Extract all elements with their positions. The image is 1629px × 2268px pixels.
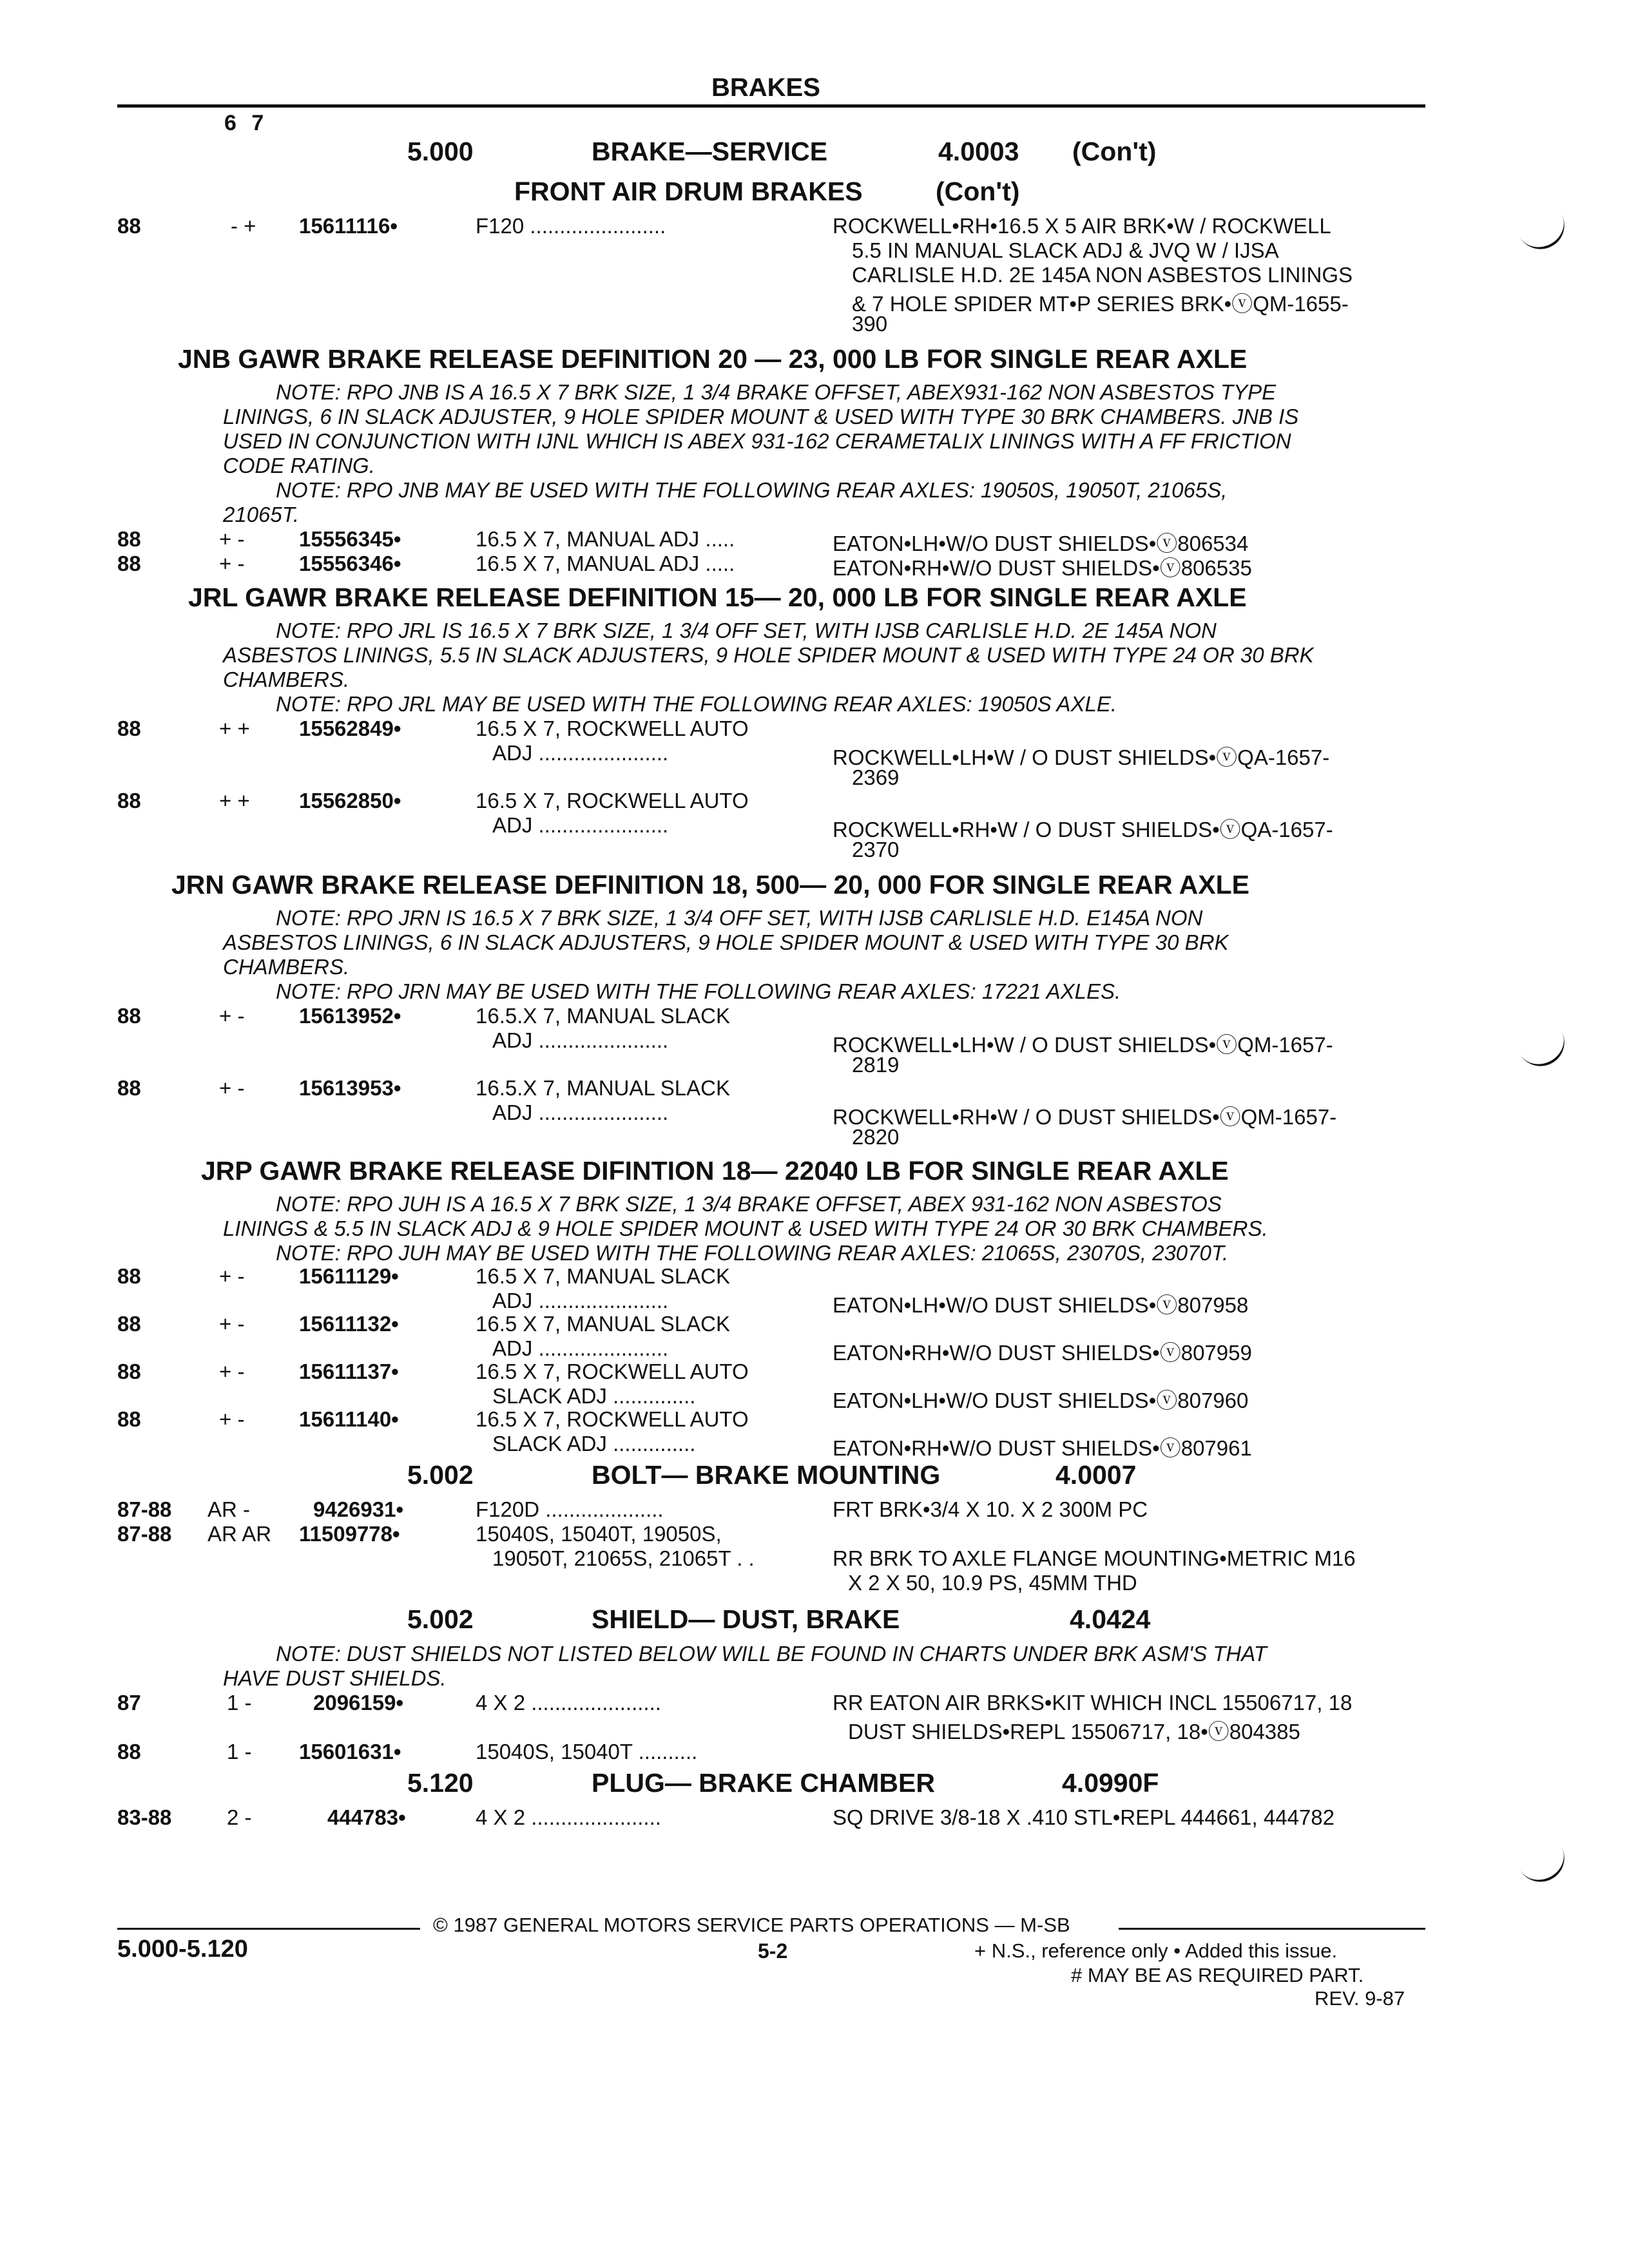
row-detail: SQ DRIVE 3/8-18 X .410 STL•REPL 444661, 444782 [833, 1805, 1335, 1829]
row-desc: 16.5 X 7, MANUAL ADJ ..... [476, 527, 735, 551]
note-line: CHAMBERS. [223, 955, 350, 979]
row-year: 88 [117, 1407, 141, 1431]
row-desc: 16.5 X 7, MANUAL SLACK [476, 1312, 730, 1336]
row-desc: F120 ....................... [476, 214, 666, 238]
row-detail: DUST SHIELDS•REPL 15506717, 18•ⓥ804385 [848, 1720, 1300, 1744]
row-desc: 16.5 X 7, MANUAL SLACK [476, 1264, 730, 1288]
section-number: 5.000 [407, 137, 474, 166]
row-desc: ADJ ...................... [492, 1028, 669, 1052]
row-qty: + - [219, 552, 245, 575]
row-qty: + - [219, 1004, 245, 1028]
section-code: 4.0990F [1062, 1768, 1159, 1798]
note-line: NOTE: RPO JRN MAY BE USED WITH THE FOLLOWING REAR AXLES: 17221 AXLES. [276, 979, 1121, 1003]
row-qty: + - [219, 527, 245, 551]
row-part: 15613953• [299, 1076, 401, 1100]
row-qty: 1 - [227, 1691, 252, 1715]
subsection-cont: (Con't) [936, 177, 1020, 206]
row-detail: ROCKWELL•LH•W / O DUST SHIELDS•ⓥQA-1657- [833, 745, 1330, 769]
row-part: 15556345• [299, 527, 401, 551]
row-detail: 2819 [852, 1053, 900, 1077]
definition-title: JRN GAWR BRAKE RELEASE DEFINITION 18, 500— 20, 000 FOR SINGLE REAR AXLE [171, 870, 1249, 899]
row-qty: - + [231, 214, 256, 238]
note-line: NOTE: RPO JRL MAY BE USED WITH THE FOLLOWING REAR AXLES: 19050S AXLE. [276, 692, 1117, 716]
footer-rule-right [1119, 1928, 1425, 1930]
margin-mark [1511, 198, 1572, 257]
row-desc: SLACK ADJ .............. [492, 1384, 696, 1408]
header-rule [117, 104, 1425, 108]
row-detail: 2370 [852, 838, 900, 861]
row-part: 15611132• [299, 1312, 399, 1336]
note-line: NOTE: RPO JUH MAY BE USED WITH THE FOLLOWING REAR AXLES: 21065S, 23070S, 23070T. [276, 1241, 1229, 1265]
note-line: NOTE: DUST SHIELDS NOT LISTED BELOW WILL BE FOUND IN CHARTS UNDER BRK ASM'S THAT [276, 1642, 1267, 1666]
row-year: 88 [117, 214, 141, 238]
row-detail: RR EATON AIR BRKS•KIT WHICH INCL 15506717, 18 [833, 1691, 1353, 1715]
row-detail: ROCKWELL•RH•W / O DUST SHIELDS•ⓥQM-1657- [833, 1105, 1337, 1129]
row-detail: ROCKWELL•LH•W / O DUST SHIELDS•ⓥQM-1657- [833, 1033, 1333, 1057]
section-cont: (Con't) [1072, 137, 1157, 166]
row-desc: 16.5 X 7, ROCKWELL AUTO [476, 789, 749, 812]
row-part: 444783• [327, 1805, 406, 1829]
section-code: 4.0424 [1070, 1604, 1151, 1634]
row-year: 88 [117, 1004, 141, 1028]
row-detail: 390 [852, 312, 888, 336]
margin-mark [1511, 1015, 1572, 1074]
row-part: 15562850• [299, 789, 401, 812]
row-year: 87-88 [117, 1497, 172, 1521]
row-qty: 2 - [227, 1805, 252, 1829]
row-desc: 16.5 X 7, ROCKWELL AUTO [476, 1360, 749, 1383]
row-desc: ADJ ...................... [492, 741, 669, 765]
note-line: 21065T. [223, 503, 300, 526]
row-part: 15562849• [299, 716, 401, 740]
row-year: 88 [117, 552, 141, 575]
note-line: NOTE: RPO JRL IS 16.5 X 7 BRK SIZE, 1 3/4 OFF SET, WITH IJSB CARLISLE H.D. 2E 145A NON [276, 619, 1217, 642]
row-detail: 2820 [852, 1125, 900, 1149]
row-part: 9426931• [313, 1497, 404, 1521]
row-detail: EATON•LH•W/O DUST SHIELDS•ⓥ807960 [833, 1389, 1249, 1412]
row-desc: ADJ ...................... [492, 813, 669, 837]
row-detail: X 2 X 50, 10.9 PS, 45MM THD [848, 1571, 1137, 1595]
note-line: ASBESTOS LININGS, 6 IN SLACK ADJUSTERS, 9 HOLE SPIDER MOUNT & USED WITH TYPE 30 BRK [223, 930, 1229, 954]
row-detail: CARLISLE H.D. 2E 145A NON ASBESTOS LININGS [852, 263, 1353, 287]
row-part: 15613952• [299, 1004, 401, 1028]
note-line: NOTE: RPO JNB MAY BE USED WITH THE FOLLOWING REAR AXLES: 19050S, 19050T, 21065S, [276, 478, 1228, 502]
section-number: 5.002 [407, 1604, 474, 1634]
row-detail: ROCKWELL•RH•16.5 X 5 AIR BRK•W / ROCKWELL [833, 214, 1331, 238]
definition-title: JRL GAWR BRAKE RELEASE DEFINITION 15— 20, 000 LB FOR SINGLE REAR AXLE [188, 582, 1247, 612]
row-qty: + + [219, 789, 250, 812]
footer-section-range: 5.000-5.120 [117, 1936, 248, 1963]
row-desc: F120D .................... [476, 1497, 664, 1521]
column-numbers: 6 7 [224, 111, 264, 135]
row-part: 15556346• [299, 552, 401, 575]
note-line: HAVE DUST SHIELDS. [223, 1666, 447, 1690]
footer-page-number: 5-2 [758, 1939, 788, 1963]
row-part: 15601631• [299, 1740, 401, 1763]
margin-mark [1511, 1831, 1572, 1890]
footer-copyright: © 1987 GENERAL MOTORS SERVICE PARTS OPERATIONS — M-SB [433, 1914, 1070, 1936]
row-qty: + - [219, 1312, 245, 1336]
row-part: 11509778• [299, 1522, 400, 1546]
definition-title: JRP GAWR BRAKE RELEASE DIFINTION 18— 22040 LB FOR SINGLE REAR AXLE [201, 1156, 1229, 1186]
note-line: NOTE: RPO JUH IS A 16.5 X 7 BRK SIZE, 1 3/4 BRAKE OFFSET, ABEX 931-162 NON ASBESTOS [276, 1192, 1222, 1216]
section-code: 4.0007 [1055, 1460, 1137, 1490]
footer-legend: + N.S., reference only • Added this issue. [974, 1939, 1338, 1962]
row-qty: AR AR [207, 1522, 272, 1546]
row-part: 2096159• [313, 1691, 404, 1715]
row-desc: 19050T, 21065S, 21065T . . [492, 1546, 755, 1570]
row-part: 15611129• [299, 1264, 399, 1288]
row-year: 88 [117, 1264, 141, 1288]
row-detail: EATON•RH•W/O DUST SHIELDS•ⓥ807961 [833, 1436, 1252, 1460]
footer-rule-left [117, 1928, 420, 1930]
row-detail: FRT BRK•3/4 X 10. X 2 300M PC [833, 1497, 1148, 1521]
row-desc: 4 X 2 ...................... [476, 1691, 661, 1715]
section-name: BRAKE—SERVICE [592, 137, 828, 166]
row-desc: 15040S, 15040T .......... [476, 1740, 698, 1763]
section-name: SHIELD— DUST, BRAKE [592, 1604, 900, 1634]
footer-revision: REV. 9-87 [1315, 1987, 1405, 2010]
row-year: 83-88 [117, 1805, 172, 1829]
row-part: 15611116• [299, 214, 398, 238]
row-desc: 16.5.X 7, MANUAL SLACK [476, 1004, 730, 1028]
row-detail: ROCKWELL•RH•W / O DUST SHIELDS•ⓥQA-1657- [833, 818, 1333, 841]
row-desc: ADJ ...................... [492, 1289, 669, 1312]
row-qty: 1 - [227, 1740, 252, 1763]
row-year: 87-88 [117, 1522, 172, 1546]
row-desc: 16.5.X 7, MANUAL SLACK [476, 1076, 730, 1100]
row-detail: EATON•RH•W/O DUST SHIELDS•ⓥ806535 [833, 556, 1252, 580]
subsection-title: FRONT AIR DRUM BRAKES [514, 177, 863, 206]
note-line: CHAMBERS. [223, 668, 350, 691]
row-desc: 16.5 X 7, ROCKWELL AUTO [476, 716, 749, 740]
section-name: PLUG— BRAKE CHAMBER [592, 1768, 935, 1798]
note-line: CODE RATING. [223, 454, 375, 477]
note-line: USED IN CONJUNCTION WITH IJNL WHICH IS ABEX 931-162 CERAMETALIX LININGS WITH A FF FRICTION [223, 429, 1291, 453]
row-qty: + - [219, 1076, 245, 1100]
row-year: 88 [117, 1076, 141, 1100]
note-line: NOTE: RPO JRN IS 16.5 X 7 BRK SIZE, 1 3/4 OFF SET, WITH IJSB CARLISLE H.D. E145A NON [276, 906, 1203, 930]
row-qty: + - [219, 1360, 245, 1383]
row-qty: + - [219, 1407, 245, 1431]
row-detail: EATON•LH•W/O DUST SHIELDS•ⓥ807958 [833, 1293, 1249, 1317]
section-code: 4.0003 [938, 137, 1019, 166]
row-desc: ADJ ...................... [492, 1100, 669, 1124]
row-qty: AR - [207, 1497, 250, 1521]
row-detail: 2369 [852, 765, 900, 789]
row-detail: RR BRK TO AXLE FLANGE MOUNTING•METRIC M16 [833, 1546, 1356, 1570]
row-year: 88 [117, 1312, 141, 1336]
row-desc: 15040S, 15040T, 19050S, [476, 1522, 722, 1546]
row-year: 88 [117, 789, 141, 812]
note-line: NOTE: RPO JNB IS A 16.5 X 7 BRK SIZE, 1 3/4 BRAKE OFFSET, ABEX931-162 NON ASBESTOS TYPE [276, 380, 1277, 404]
section-number: 5.120 [407, 1768, 474, 1798]
row-part: 15611137• [299, 1360, 399, 1383]
row-desc: 4 X 2 ...................... [476, 1805, 661, 1829]
section-number: 5.002 [407, 1460, 474, 1490]
row-desc: 16.5 X 7, ROCKWELL AUTO [476, 1407, 749, 1431]
page-title: BRAKES [711, 73, 820, 102]
row-qty: + - [219, 1264, 245, 1288]
row-year: 88 [117, 716, 141, 740]
row-detail: 5.5 IN MANUAL SLACK ADJ & JVQ W / IJSA [852, 238, 1279, 262]
definition-title: JNB GAWR BRAKE RELEASE DEFINITION 20 — 23, 000 LB FOR SINGLE REAR AXLE [178, 344, 1248, 374]
row-part: 15611140• [299, 1407, 399, 1431]
footer-legend: # MAY BE AS REQUIRED PART. [1071, 1964, 1364, 1986]
row-desc: SLACK ADJ .............. [492, 1432, 696, 1456]
row-year: 87 [117, 1691, 141, 1715]
note-line: LININGS & 5.5 IN SLACK ADJ & 9 HOLE SPIDER MOUNT & USED WITH TYPE 24 OR 30 BRK CHAMBERS. [223, 1216, 1268, 1240]
row-detail: & 7 HOLE SPIDER MT•P SERIES BRK•ⓥQM-1655- [852, 292, 1349, 316]
row-desc: 16.5 X 7, MANUAL ADJ ..... [476, 552, 735, 575]
row-qty: + + [219, 716, 250, 740]
row-detail: EATON•RH•W/O DUST SHIELDS•ⓥ807959 [833, 1341, 1252, 1365]
note-line: ASBESTOS LININGS, 5.5 IN SLACK ADJUSTERS, 9 HOLE SPIDER MOUNT & USED WITH TYPE 24 OR 30 BRK [223, 643, 1314, 667]
row-desc: ADJ ...................... [492, 1336, 669, 1360]
note-line: LININGS, 6 IN SLACK ADJUSTER, 9 HOLE SPIDER MOUNT & USED WITH TYPE 30 BRK CHAMBERS. JNB IS [223, 405, 1299, 428]
row-year: 88 [117, 1740, 141, 1763]
row-detail: EATON•LH•W/O DUST SHIELDS•ⓥ806534 [833, 532, 1249, 555]
row-year: 88 [117, 1360, 141, 1383]
row-year: 88 [117, 527, 141, 551]
section-name: BOLT— BRAKE MOUNTING [592, 1460, 941, 1490]
